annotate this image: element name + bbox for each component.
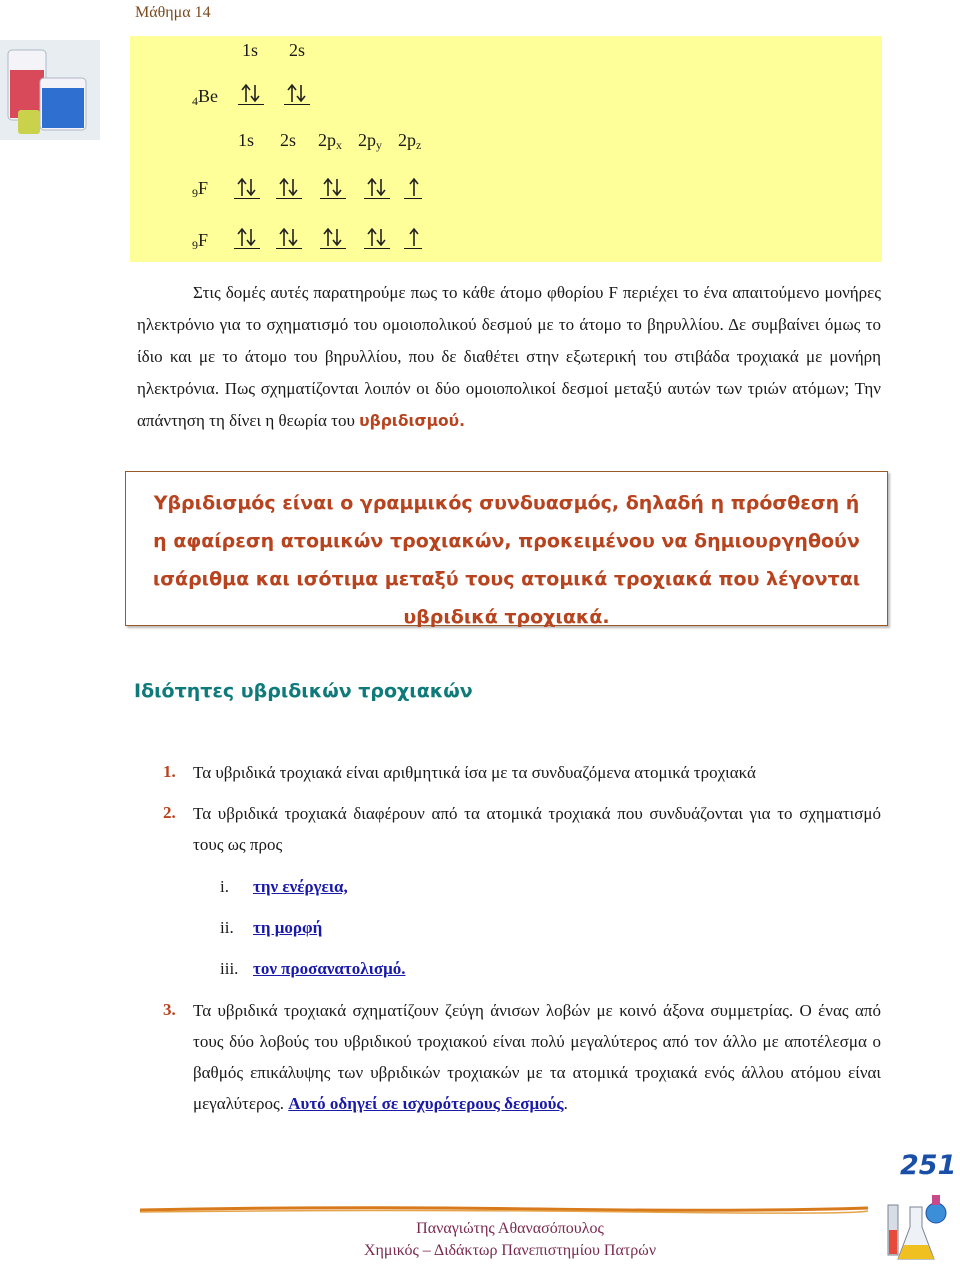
f-atomic-number: 9 [192, 186, 198, 200]
f-box [320, 226, 346, 249]
f-box [276, 176, 302, 199]
f-atomic-number: 9 [192, 238, 198, 252]
lesson-header: Μάθημα 14 [135, 4, 211, 21]
author-name: Παναγιώτης Αθανασόπουλος [416, 1220, 604, 1237]
f-orbital-label: $2p_z$ [398, 130, 422, 152]
f-orbital-label: $2p_x$ [318, 130, 342, 152]
sub-item-link[interactable]: την ενέργεια, [253, 877, 348, 896]
f-symbol: F [198, 230, 209, 250]
stronger-bonds-link[interactable]: Αυτό οδηγεί σε ισχυρότερους δεσμούς [288, 1094, 564, 1113]
be-orbital-1s: 1s [242, 40, 259, 60]
f-box [276, 226, 302, 249]
f-symbol: F [198, 178, 209, 198]
electron-configuration-panel [130, 36, 882, 262]
lab-flask-icon [880, 1185, 952, 1265]
intro-text: Στις δομές αυτές παρατηρούμε πως το κάθε άτομο φθορίου F περιέχει το ένα απαιτούμενο μονήρες ηλεκτρόνιο για το σχηματισμό του ομοιοπολικού δεσμού με το άτομο το βηρυλλίου. Δε συμβαίνει όμως το ίδιο και με το άτομο του βηρυλλίου, που δε διαθέτει στην εξωτερική του στιβάδα τροχιακά με μονήρη ηλεκτρόνια. Πως σχηματίζονται λοιπόν οι δύο ομοιοπολικοί δεσμοί μεταξύ αυτών των τριών ατόμων; Την απάντηση τη δίνει η θεωρία του [137, 283, 881, 430]
beakers-image [0, 40, 100, 140]
item3-text: Τα υβριδικά τροχιακά σχηματίζουν ζεύγη άνισων λοβών με κοινό άξονα συμμετρίας. Ο ένας από τους δύο λοβούς του υβριδικού τροχιακού είναι πολύ μεγαλύτερος από τον άλλο με αποτέλεσμα ο βαθμός επικάλυψης των υβριδικών τροχιακών με τα ατομικά τροχιακά ενός άλλου ατόμου είναι μεγαλύτερος. [193, 1001, 881, 1113]
f-box [320, 176, 346, 199]
list-item: Τα υβριδικά τροχιακά διαφέρουν από τα ατομικά τροχιακά που συνδυάζονται για το σχηματισμό τους ως προς [193, 804, 881, 854]
be-atomic-number: 4 [192, 94, 198, 108]
be-orbital-2s: 2s [289, 40, 306, 60]
f-box [404, 176, 422, 199]
author-title: Χημικός – Διδάκτωρ Πανεπιστημίου Πατρών [363, 1242, 657, 1259]
be-box-1s [238, 82, 264, 105]
f-box [234, 226, 260, 249]
f-orbital-label: 2s [280, 130, 297, 150]
item3-end: . [563, 1094, 568, 1113]
f-element-label [192, 230, 208, 255]
sub-number: iii. [220, 959, 239, 978]
intro-paragraph [137, 277, 881, 437]
f-element-label [192, 178, 208, 203]
sub-number: i. [220, 877, 229, 896]
be-element-label [192, 86, 218, 111]
list-number: 2. [163, 803, 176, 822]
page-number: 251 [900, 1150, 957, 1181]
list-number: 1. [163, 762, 176, 781]
list-item: Τα υβριδικά τροχιακά είναι αριθμητικά ίσα με τα συνδυαζόμενα ατομικά τροχιακά [193, 763, 756, 782]
footer-rule [140, 1204, 868, 1214]
list-item [193, 995, 881, 1119]
f-box [364, 226, 390, 249]
f-orbital-label: $2p_y$ [358, 130, 382, 152]
f-orbital-label: 1s [238, 130, 255, 150]
author-block [300, 1218, 720, 1262]
section-heading: Ιδιότητες υβριδικών τροχιακών [134, 680, 473, 702]
sub-item-link[interactable]: τη μορφή [253, 918, 323, 937]
list-number: 3. [163, 1000, 176, 1019]
hybridization-term: υβριδισμού. [359, 412, 466, 430]
definition-box [125, 471, 888, 626]
f-box [234, 176, 260, 199]
f-box [404, 226, 422, 249]
sub-number: ii. [220, 918, 234, 937]
sub-item-link[interactable]: τον προσανατολισμό. [253, 959, 406, 978]
be-box-2s [284, 82, 310, 105]
be-symbol: Be [198, 86, 218, 106]
f-box [364, 176, 390, 199]
definition-text: Υβριδισμός είναι ο γραμμικός συνδυασμός, δηλαδή η πρόσθεση ή η αφαίρεση ατομικών τροχιακών, προκειμένου να δημιουργηθούν ισάριθμα και ισότιμα μεταξύ τους ατομικά τροχιακά που λέγονται υβριδικά τροχιακά. [152, 492, 861, 628]
